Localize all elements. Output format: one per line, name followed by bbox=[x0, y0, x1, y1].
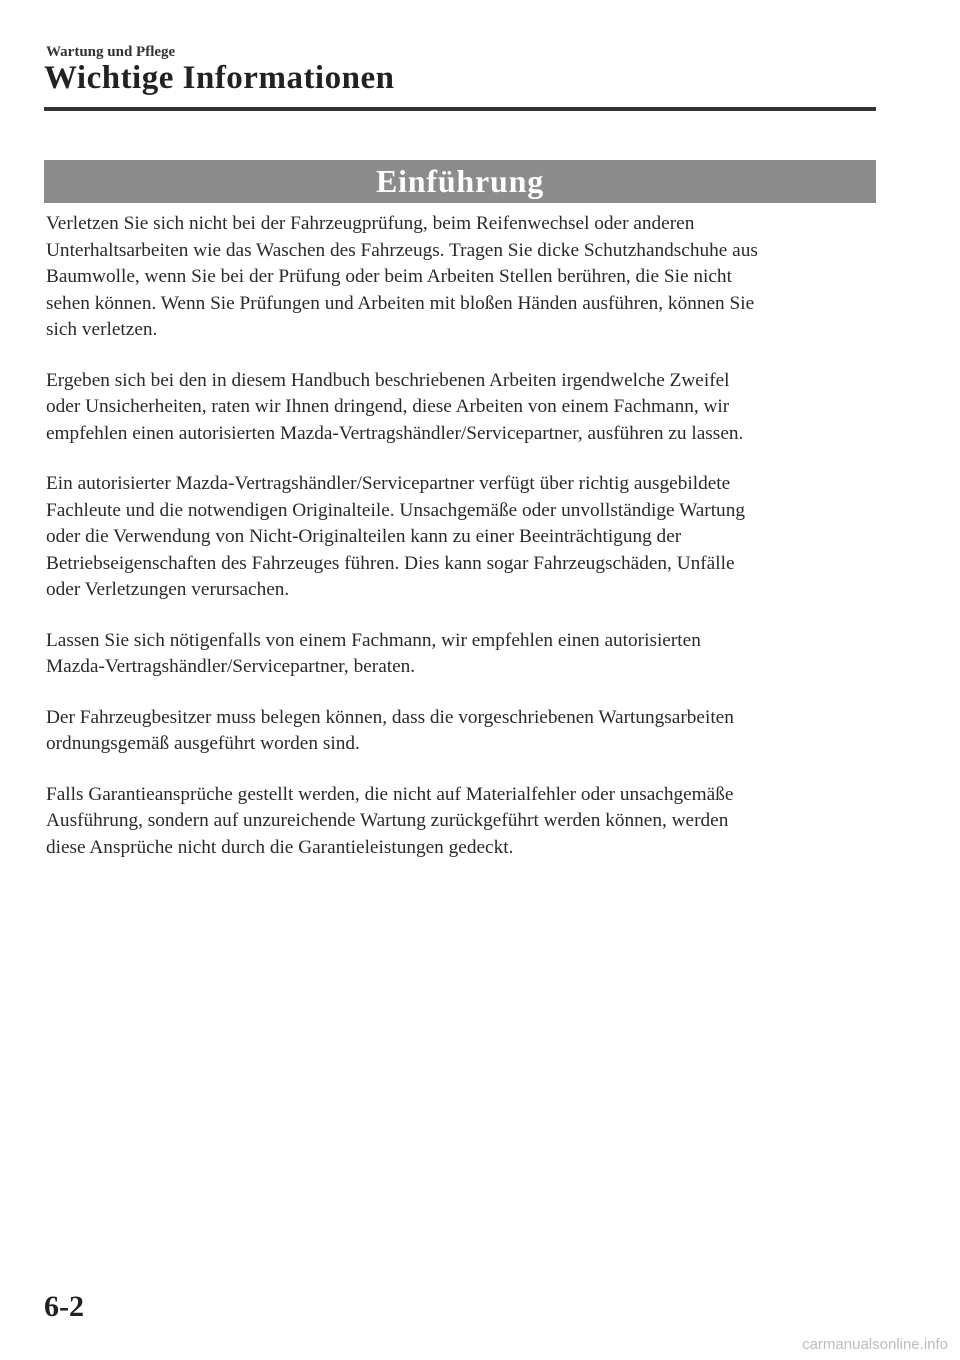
paragraph-doubts bbox=[46, 368, 882, 448]
paragraph-line: oder die Verwendung von Nicht-Originalteilen kann zu einer Beeinträchtigung der bbox=[46, 526, 682, 547]
paragraph-dealer bbox=[46, 471, 882, 604]
watermark: carmanualsonline.info bbox=[802, 1336, 948, 1353]
paragraph-line: Lassen Sie sich nötigenfalls von einem Fachmann, wir empfehlen einen autorisierten bbox=[46, 629, 701, 651]
paragraph-line: empfehlen einen autorisierten Mazda-Vertragshändler/Servicepartner, ausführen zu lassen. bbox=[46, 422, 744, 444]
paragraph-line: Unterhaltsarbeiten wie das Waschen des Fahrzeugs. Tragen Sie dicke Schutzhandschuhe aus bbox=[46, 239, 758, 261]
paragraph-line: Fachleute und die notwendigen Originalteile. Unsachgemäße oder unvollständige Wartung bbox=[46, 499, 745, 521]
paragraph-line: Baumwolle, wenn Sie bei der Prüfung oder beim Arbeiten Stellen berühren, die Sie nicht bbox=[46, 266, 732, 287]
paragraph-line: Ein autorisierter Mazda-Vertragshändler/Servicepartner verfügt über richtig ausgebildete bbox=[46, 473, 731, 494]
paragraph-line: sich verletzen. bbox=[46, 319, 158, 340]
paragraph-owner-proof bbox=[46, 705, 882, 758]
paragraph-line: ordnungsgemäß ausgeführt worden sind. bbox=[46, 733, 360, 754]
paragraph-line: sehen können. Wenn Sie Prüfungen und Arbeiten mit bloßen Händen ausführen, können Sie bbox=[46, 292, 755, 314]
paragraph-line: Mazda-Vertragshändler/Servicepartner, beraten. bbox=[46, 656, 416, 677]
paragraph-line: Betriebseigenschaften des Fahrzeuges führen. Dies kann sogar Fahrzeugschäden, Unfälle bbox=[46, 552, 735, 574]
paragraph-line: Ausführung, sondern auf unzureichende Wartung zurückgeführt werden können, werden bbox=[46, 810, 729, 831]
paragraph-line: oder Verletzungen verursachen. bbox=[46, 579, 290, 600]
paragraph-line: Verletzen Sie sich nicht bei der Fahrzeugprüfung, beim Reifenwechsel oder anderen bbox=[46, 213, 695, 234]
page-number: 6-2 bbox=[44, 1290, 84, 1323]
paragraph-line: oder Unsicherheiten, raten wir Ihnen dringend, diese Arbeiten von einem Fachmann, wir bbox=[46, 396, 730, 417]
paragraph-warranty bbox=[46, 782, 882, 862]
page-title: Wichtige Informationen bbox=[44, 60, 395, 96]
paragraph-safety bbox=[46, 211, 882, 344]
paragraph-advice bbox=[46, 628, 882, 681]
chapter-label: Wartung und Pflege bbox=[46, 44, 176, 60]
title-divider bbox=[44, 107, 876, 111]
paragraph-line: Ergeben sich bei den in diesem Handbuch beschriebenen Arbeiten irgendwelche Zweifel bbox=[46, 369, 730, 391]
paragraph-line: diese Ansprüche nicht durch die Garantieleistungen gedeckt. bbox=[46, 836, 514, 858]
body-text bbox=[46, 211, 882, 885]
paragraph-line: Der Fahrzeugbesitzer muss belegen können, dass die vorgeschriebenen Wartungsarbeiten bbox=[46, 706, 734, 728]
paragraph-line: Falls Garantieansprüche gestellt werden, die nicht auf Materialfehler oder unsachgemäße bbox=[46, 783, 734, 805]
section-heading: Einführung bbox=[375, 163, 545, 199]
section-banner bbox=[44, 160, 876, 203]
